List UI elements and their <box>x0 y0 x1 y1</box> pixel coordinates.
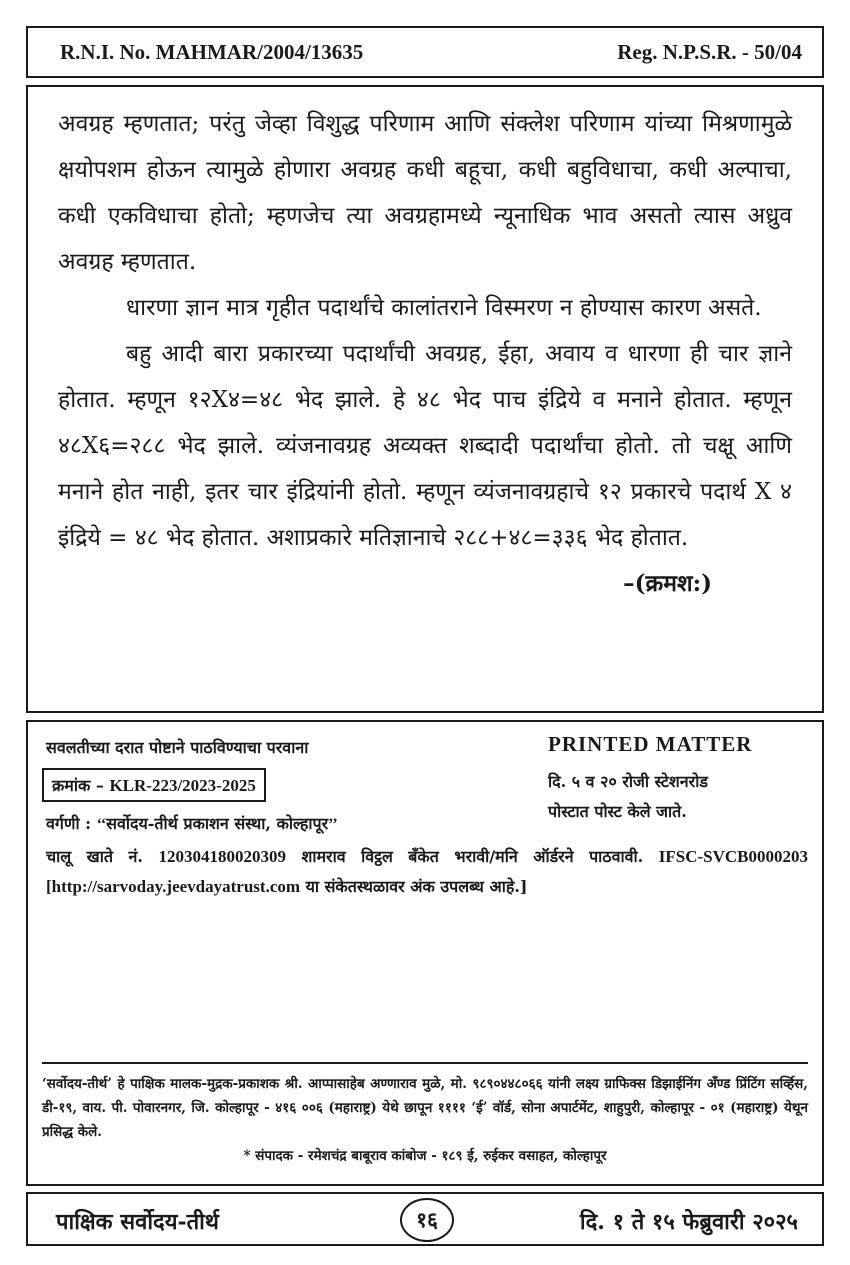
paragraph-3: बहु आदी बारा प्रकारच्या पदार्थांची अवग्रह, ईहा, अवाय व धारणा ही चार ज्ञाने होतात. म्हणून १२X४=४८ भेद झाले. हे ४८ भेद पाच इंद्रिये व मनाने होतात. म्हणून ४८X६=२८८ भेद झाले. व्यंजनावग्रह अव्यक्त शब्दादी पदार्थांचा होतो. तो चक्षू आणि मनाने होत नाही, इतर चार इंद्रियांनी होतो. म्हणून व्यंजनावग्रहाचे १२ प्रकारचे पदार्थ X ४ इंद्रिये = ४८ भेद होतात. अशाप्रकारे मतिज्ञानाचे २८८+४८=३३६ भेद होतात. <box>58 341 792 551</box>
rni-number: R.N.I. No. MAHMAR/2004/13635 <box>60 40 364 64</box>
imprint-text: ‘सर्वोदय-तीर्थ’ हे पाक्षिक मालक-मुद्रक-प्रकाशक श्री. आप्पासाहेब अण्णाराव मुळे, मो. ९८९०४४८०६६ यांनी लक्ष्य ग्राफिक्स डिझाईनिंग अँण्ड प्रिंटिंग सर्व्हिस, डी-१९, वाय. पी. पोवारनगर, जि. कोल्हापूर - ४१६ ००६ (महाराष्ट्र) येथे छापून ११११ ‘ई’ वॉर्ड, सोना अपार्टमेंट, शाहुपुरी, कोल्हापूर - ०१ (महाराष्ट्र) येथून प्रसिद्ध केले. <box>42 1076 808 1140</box>
paragraph-1: अवग्रह म्हणतात; परंतु जेव्हा विशुद्ध परिणाम आणि संक्लेश परिणाम यांच्या मिश्रणामुळे क्षयोपशम होऊन त्यामुळे होणारा अवग्रह कधी बहूचा, कधी बहुविधाचा, कधी अल्पाचा, कधी एकविधाचा होतो; म्हणजेच त्या अवग्रहामध्ये न्यूनाधिक भाव असतो त्यास अध्रुव अवग्रह म्हणतात. <box>58 111 792 275</box>
page-number: १६ <box>400 1198 454 1242</box>
website-tail: या संकेतस्थळावर अंक उपलब्ध आहे.] <box>305 877 528 896</box>
article-body <box>26 85 824 713</box>
order-number: KLR-223/2023-2025 <box>109 776 256 795</box>
magazine-name: पाक्षिक सर्वोदय-तीर्थ <box>56 1209 219 1235</box>
subscription-prefix: वर्गणी : <box>46 814 92 833</box>
order-label: क्रमांक – <box>52 776 104 795</box>
issue-date: दि. १ ते १५ फेब्रुवारी २०२५ <box>579 1209 798 1235</box>
printed-matter-label: PRINTED MATTER <box>548 732 753 756</box>
posting-schedule-line1: दि. ५ व २० रोजी स्टेशनरोड <box>548 772 708 791</box>
account-bank: शामराव विट्ठल बँकेत भरावी/मनि ऑर्डरने पाठवावी. <box>301 847 644 866</box>
subscription-name: सर्वोदय-तीर्थ प्रकाशन संस्था, कोल्हापूर <box>106 814 329 833</box>
posting-schedule-line2: पोस्टात पोस्ट केले जाते. <box>548 802 687 821</box>
subscription-close-quote: ’’ <box>328 816 338 833</box>
account-number: 120304180020309 <box>158 847 286 866</box>
header-bar <box>26 26 824 78</box>
account-prefix: चालू खाते नं. <box>46 847 143 866</box>
postal-info-box <box>26 720 824 1186</box>
postal-licence: सवलतीच्या दरात पोष्टाने पाठविण्याचा परवाना <box>46 738 309 757</box>
registration-number: Reg. N.P.S.R. - 50/04 <box>617 40 802 64</box>
licence-number-box <box>42 768 266 802</box>
divider <box>42 1062 808 1064</box>
website-link[interactable]: [http://sarvoday.jeevdayatrust.com <box>46 877 301 896</box>
paragraph-2: धारणा ज्ञान मात्र गृहीत पदार्थांचे कालांतराने विस्मरण न होण्यास कारण असते. <box>126 295 762 321</box>
subscription-line <box>46 812 338 834</box>
ifsc-code: IFSC-SVCB0000203 <box>658 847 808 866</box>
footer-bar <box>26 1192 824 1246</box>
editor-line: * संपादक - रमेशचंद्र बाबूराव कांबोज - १८९ ई, रुईकर वसाहत, कोल्हापूर <box>243 1148 607 1164</box>
continued-note: –(क्रमश:) <box>623 570 712 597</box>
account-details <box>46 842 808 902</box>
subscription-open-quote: ‘‘ <box>96 816 107 833</box>
imprint-block <box>42 1072 808 1168</box>
